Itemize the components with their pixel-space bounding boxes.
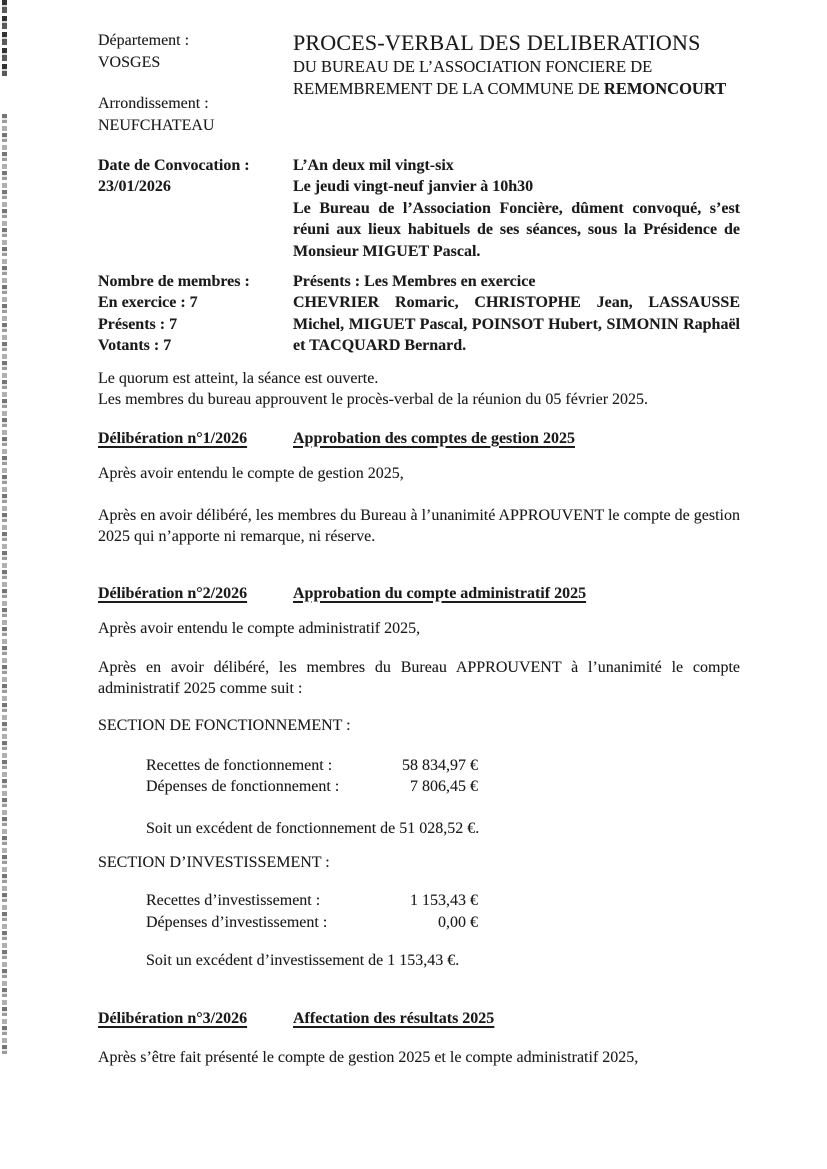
members-list: CHEVRIER Romaric, CHRISTOPHE Jean, LASSAUSSE Michel, MIGUET Pascal, POINSOT Hubert, SIMONIN Raphaël et TACQUARD Bernard. <box>293 294 740 355</box>
members-section <box>98 271 740 357</box>
deliberation-1 <box>98 428 740 547</box>
deliberation-1-paragraph-1: Après avoir entendu le compte de gestion 2025, <box>98 464 404 482</box>
deliberation-1-number: Délibération n°1/2026 <box>98 429 248 447</box>
convocation-date-label: Date de Convocation : <box>98 157 250 174</box>
header-right-column <box>293 30 740 137</box>
members-count-label: Nombre de membres : <box>98 273 250 291</box>
operating-revenue-label: Recettes de fonctionnement : <box>146 756 333 774</box>
deliberation-2-paragraph-2: Après en avoir délibéré, les membres du Bureau APPROUVENT à l’unanimité le compte administratif 2025 comme suit : <box>98 658 740 697</box>
department-label: Département : <box>98 32 190 49</box>
document-subtitle <box>293 56 740 100</box>
scan-artifact-left-edge-top <box>2 0 7 76</box>
convocation-paragraph: Le Bureau de l’Association Foncière, dûment convoqué, s’est réuni aux lieux habituels de ses séances, sous la Présidence de Monsieur MIGUET Pascal. <box>293 199 740 260</box>
operating-surplus-line: Soit un excédent de fonctionnement de 51 028,52 €. <box>146 820 480 838</box>
deliberation-2-paragraph-1: Après avoir entendu le compte administratif 2025, <box>98 619 421 637</box>
members-present: Présents : 7 <box>98 315 178 333</box>
deliberation-3-title: Affectation des résultats 2025 <box>293 1010 495 1028</box>
quorum-line: Le quorum est atteint, la séance est ouverte. <box>98 369 379 387</box>
investment-revenue-amount: 1 153,43 € <box>410 892 478 910</box>
operating-section-heading: SECTION DE FONCTIONNEMENT : <box>98 716 351 734</box>
deliberation-3-paragraph-1: Après s’être fait présenté le compte de gestion 2025 et le compte administratif 2025, <box>98 1049 639 1067</box>
members-voting: Votants : 7 <box>98 337 172 355</box>
investment-expense-label: Dépenses d’investissement : <box>146 913 328 931</box>
document-title: PROCES-VERBAL DES DELIBERATIONS <box>293 30 701 55</box>
deliberation-2-number: Délibération n°2/2026 <box>98 584 248 602</box>
deliberation-2 <box>98 583 740 972</box>
previous-minutes-line: Les membres du bureau approuvent le procès-verbal de la réunion du 05 février 2025. <box>98 390 649 408</box>
deliberation-3-heading <box>98 1008 740 1029</box>
document-subtitle-line2 <box>293 78 740 100</box>
department-value: VOSGES <box>98 54 161 71</box>
operating-amounts <box>146 755 478 798</box>
operating-expense-amount: 7 806,45 € <box>410 778 478 796</box>
deliberation-1-heading <box>98 428 740 449</box>
deliberation-3-number: Délibération n°3/2026 <box>98 1010 248 1028</box>
document-header <box>98 30 740 137</box>
members-presents-title: Présents : Les Membres en exercice <box>293 273 536 291</box>
convocation-day-line: Le jeudi vingt-neuf janvier à 10h30 <box>293 178 534 196</box>
convocation-left-column <box>98 155 293 262</box>
investment-revenue-label: Recettes d’investissement : <box>146 892 321 910</box>
investment-amounts <box>146 890 478 933</box>
investment-revenue-row <box>146 890 478 912</box>
members-left-column <box>98 271 293 357</box>
investment-section-heading: SECTION D’INVESTISSEMENT : <box>98 854 330 872</box>
operating-expense-row <box>146 776 478 798</box>
operating-revenue-row <box>146 755 478 777</box>
investment-expense-row <box>146 912 478 934</box>
convocation-date-value: 23/01/2026 <box>98 178 171 196</box>
deliberation-3 <box>98 1008 740 1068</box>
commune-name: REMONCOURT <box>603 79 727 98</box>
header-left-column <box>98 30 293 137</box>
arrondissement-label: Arrondissement : <box>98 95 209 112</box>
members-right-column <box>293 271 740 357</box>
deliberation-1-title: Approbation des comptes de gestion 2025 <box>293 429 575 447</box>
convocation-section <box>98 155 740 262</box>
investment-expense-amount: 0,00 € <box>438 913 478 931</box>
deliberation-2-title: Approbation du compte administratif 2025 <box>293 584 587 602</box>
convocation-year-line: L’An deux mil vingt-six <box>293 157 454 174</box>
members-in-office: En exercice : 7 <box>98 294 198 312</box>
operating-expense-label: Dépenses de fonctionnement : <box>146 778 340 796</box>
deliberation-2-heading <box>98 583 740 604</box>
scan-artifact-left-edge-main <box>2 114 7 1054</box>
arrondissement-value: NEUFCHATEAU <box>98 117 215 134</box>
investment-surplus-line: Soit un excédent d’investissement de 1 153,43 €. <box>146 952 460 970</box>
document-content <box>98 30 740 1068</box>
header-spacer <box>98 74 293 93</box>
operating-revenue-amount: 58 834,97 € <box>402 756 478 774</box>
deliberation-1-paragraph-2: Après en avoir délibéré, les membres du Bureau à l’unanimité APPROUVENT le compte de gestion 2025 qui n’apporte ni remarque, ni réserve. <box>98 506 740 545</box>
convocation-right-column <box>293 155 740 262</box>
document-subtitle-line2-prefix: REMEMBREMENT DE LA COMMUNE DE <box>293 79 604 98</box>
document-subtitle-line1: DU BUREAU DE L’ASSOCIATION FONCIERE DE <box>293 57 653 76</box>
intro-section <box>98 368 740 410</box>
